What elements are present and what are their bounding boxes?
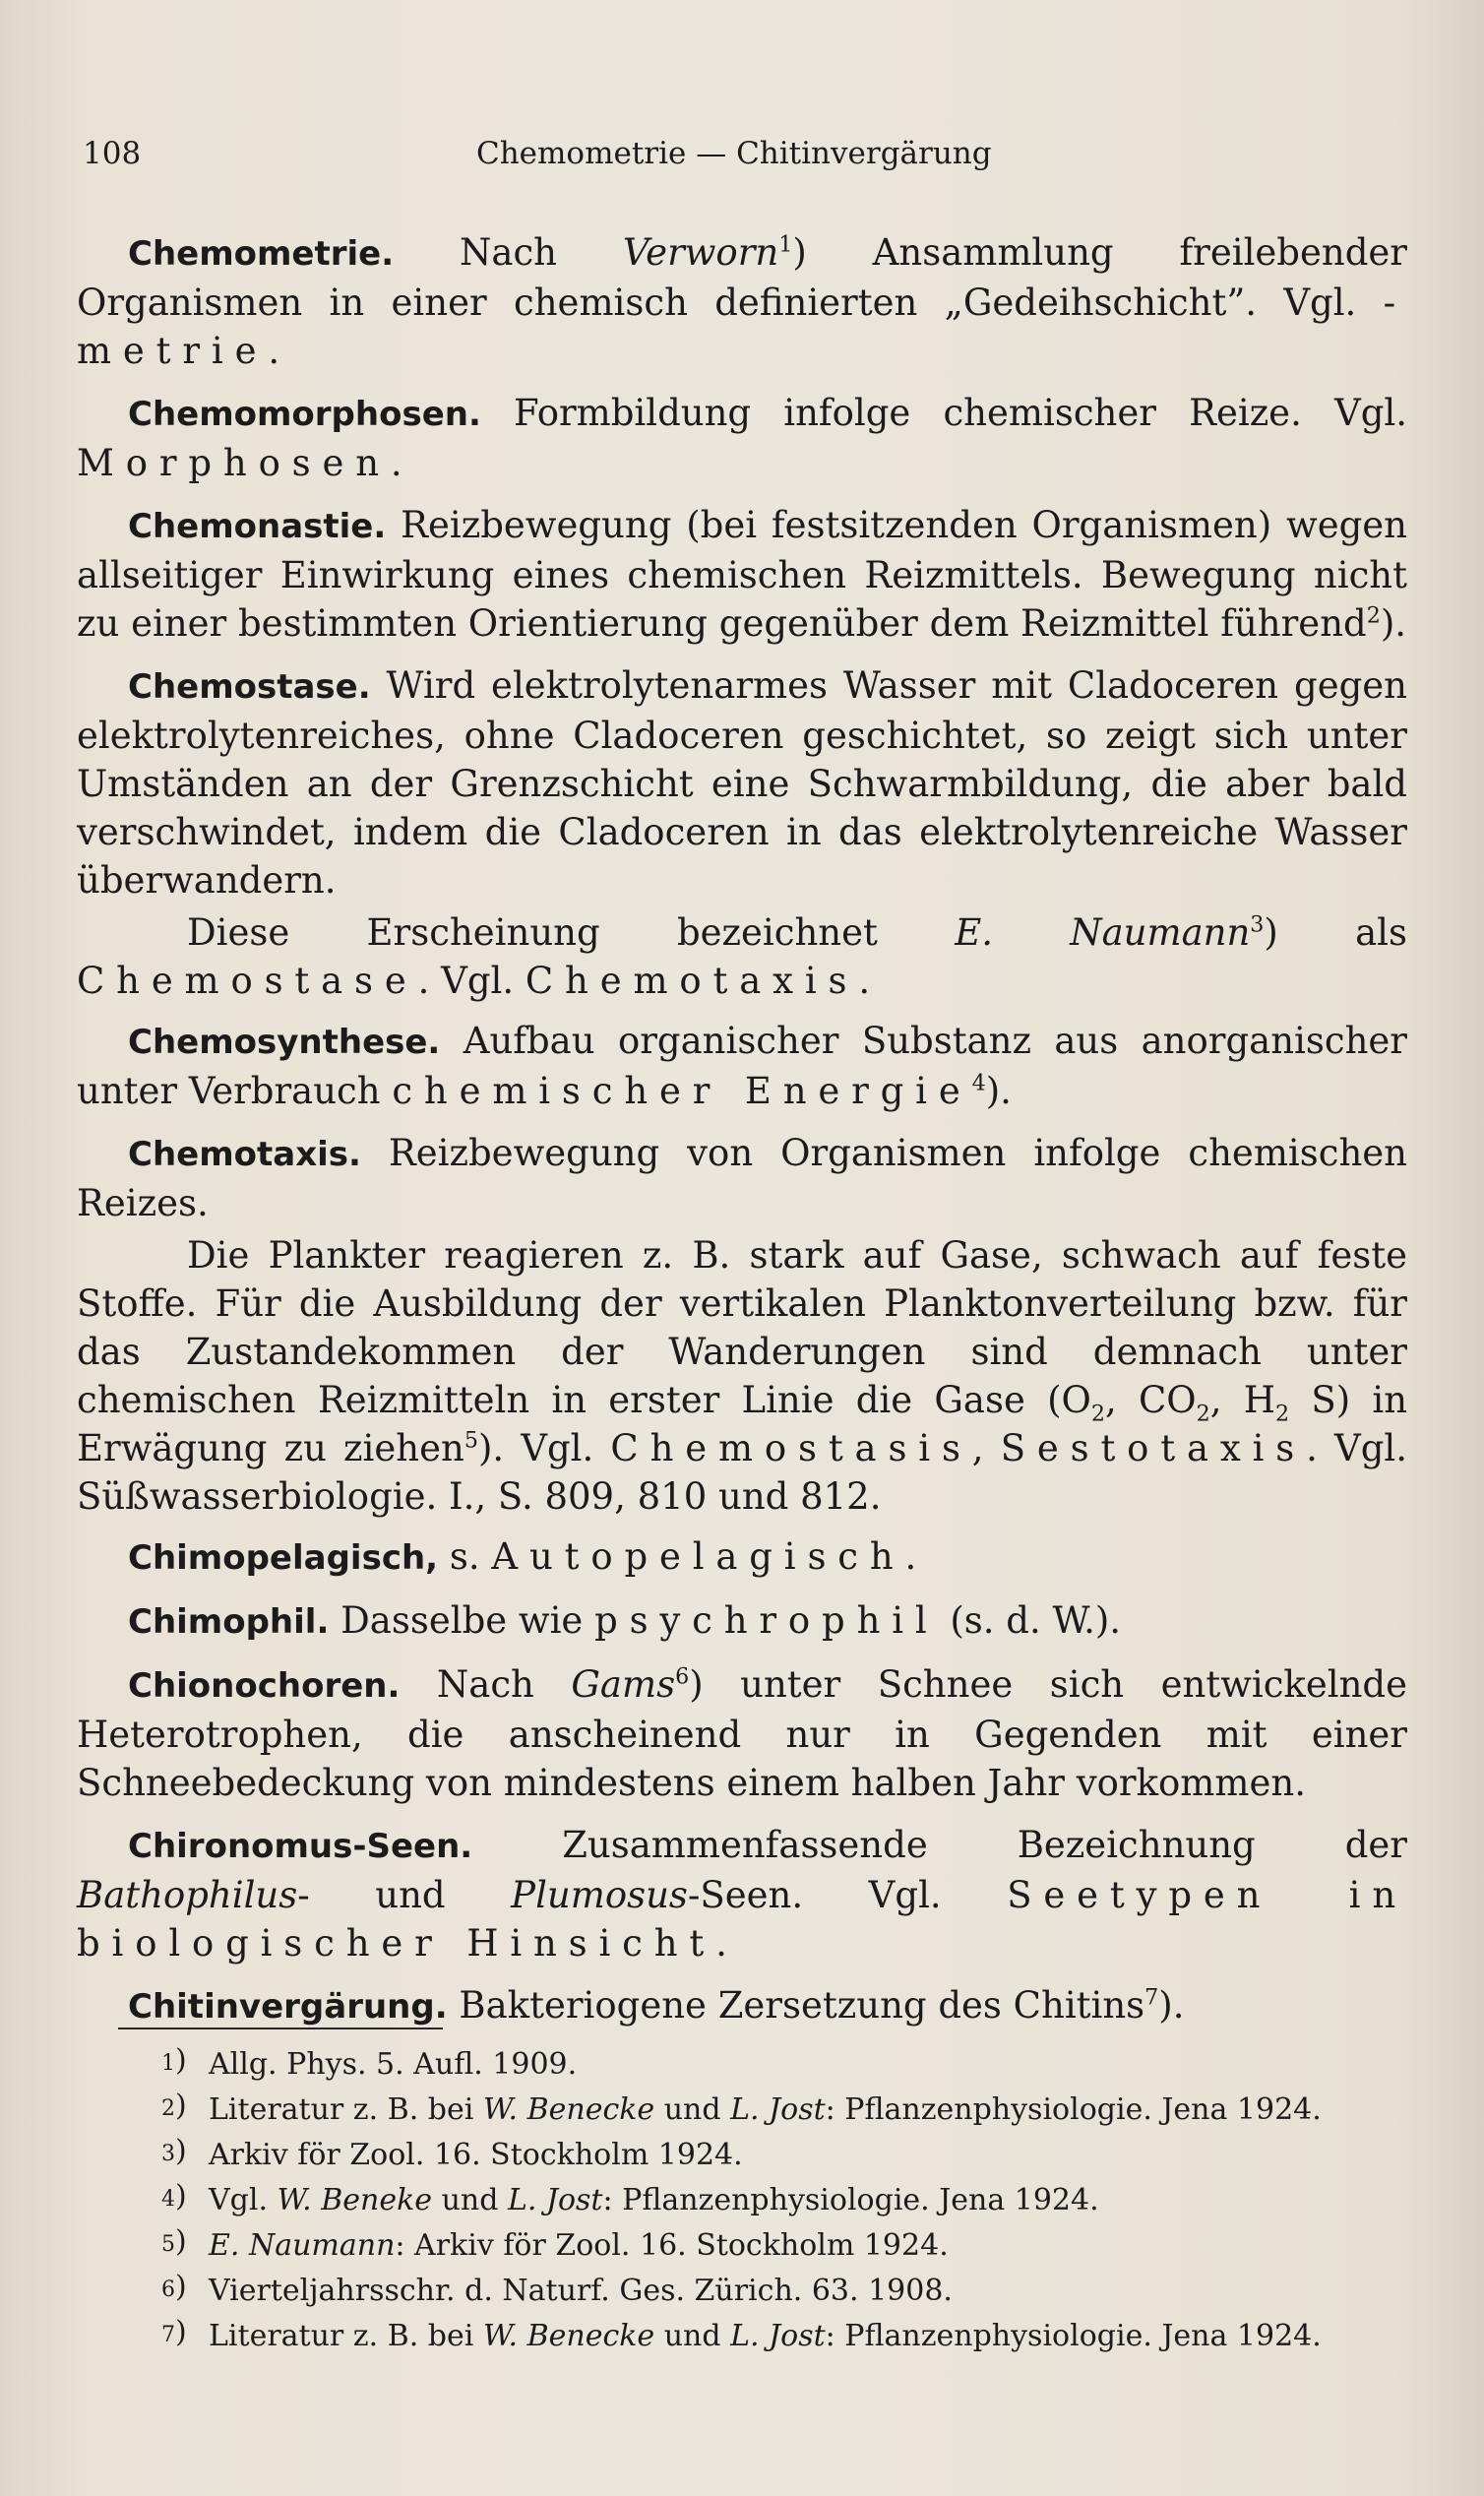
entry-chironomus-seen: Chironomus-Seen. Zusammenfassende Bezeichnung der Bathophilus- und Plumosus-Seen. Vgl. Seetypen in biologischer Hinsicht. <box>77 1824 1407 1965</box>
footnote: 4 ) Vgl. W. Beneke und L. Jost: Pflanzenphysiologie. Jena 1924. <box>161 2178 1401 2223</box>
footnote-marker: 1 <box>778 231 793 258</box>
cross-reference: Seetypen in biologischer Hinsicht <box>77 1874 1407 1965</box>
entry-term: Chemosynthese. <box>128 1023 441 1062</box>
entry-term: Chimopelagisch, <box>128 1538 439 1578</box>
footnote-marker: 4 <box>971 1070 986 1096</box>
footnote: 3 ) Arkiv för Zool. 16. Stockholm 1924. <box>161 2133 1401 2178</box>
author-name: E. Naumann <box>955 911 1251 954</box>
entry-chionochoren: Chionochoren. Nach Gams$^6$) unter Schnee sich entwickelnde Heterotrophen, die anscheinend nur in Gegenden mit einer Schneebedeckung von mindestens einem halben Jahr vorkommen. <box>77 1663 1407 1804</box>
footnote-number: 7 ) <box>161 2310 187 2358</box>
entry-term: Chironomus-Seen. <box>128 1827 473 1866</box>
footnote: 5 ) E. Naumann: Arkiv för Zool. 16. Stockholm 1924. <box>161 2223 1401 2269</box>
footnote-marker: 3 <box>1250 911 1265 938</box>
entry-term: Chionochoren. <box>128 1666 401 1706</box>
entry-chimopelagisch: Chimopelagisch, s. Autopelagisch. <box>128 1535 917 1578</box>
entry-term: Chemostase. <box>128 667 371 707</box>
entry-chimophil: Chimophil. Dasselbe wie psychrophil (s. d. W.). <box>128 1599 1122 1642</box>
entry-term: Chimophil. <box>128 1602 330 1642</box>
cross-reference: Chemotaxis <box>525 960 859 1002</box>
footnote-separator <box>118 2028 443 2029</box>
footnote-number: 2 ) <box>161 2084 187 2132</box>
page-number: 108 <box>83 136 142 171</box>
entry-chitinvergaerung: Chitinvergärung. Bakteriogene Zersetzung des Chitins$^7$). <box>128 1984 1185 2027</box>
footnotes <box>161 2042 1401 2359</box>
footnote-number: 4 ) <box>161 2174 187 2222</box>
entry-term: Chemotaxis. <box>128 1135 361 1174</box>
entry-term: Chemometrie. <box>128 234 395 274</box>
cross-reference: Morphosen <box>77 442 391 484</box>
entry-chemomorphosen: Chemomorphosen. Formbildung infolge chemischer Reize. Vgl. Morphosen. <box>77 392 1407 484</box>
cross-reference: -metrie <box>77 281 1407 372</box>
entry-chemostase: Chemostase. Wird elektrolytenarmes Wasser mit Cladoceren gegen elektrolytenreiches, ohne Cladoceren geschichtet, so zeigt sich unter Umständen an der Grenzschicht eine Schwarmbildung, die aber bald verschwindet, indem die Cladoceren in das elektrolytenreiche Wasser überwandern. <box>77 664 1407 902</box>
footnote-marker: 6 <box>675 1663 690 1690</box>
footnote-number: 6 ) <box>161 2265 187 2313</box>
footnote-marker: 2 <box>1366 602 1381 629</box>
running-title: Chemometrie — Chitinvergärung <box>476 136 992 171</box>
entry-term: Chemonastie. <box>128 507 387 546</box>
entry-chemostase-paragraph: Diese Erscheinung bezeichnet E. Naumann$^3$) als Chemostase. Vgl. Chemotaxis. <box>77 911 1408 1002</box>
cross-reference: Sestotaxis <box>1000 1427 1307 1469</box>
author-name: Gams <box>571 1663 676 1706</box>
cross-reference: chemischer Energie <box>392 1070 972 1112</box>
cross-reference: psychrophil <box>594 1599 939 1642</box>
footnote: 2 ) Literatur z. B. bei W. Benecke und L. Jost: Pflanzenphysiologie. Jena 1924. <box>161 2088 1401 2133</box>
author-name: Verworn <box>622 231 779 274</box>
entry-chemosynthese: Chemosynthese. Aufbau organischer Substanz aus anorganischer unter Verbrauch chemischer Energie$^4$). <box>77 1020 1407 1112</box>
dictionary-entries <box>77 228 1407 2045</box>
cross-reference: Chemostasis <box>610 1427 972 1469</box>
footnote-number: 3 ) <box>161 2129 187 2177</box>
footnote: 7 ) Literatur z. B. bei W. Benecke und L. Jost: Pflanzenphysiologie. Jena 1924. <box>161 2314 1401 2359</box>
cross-reference: Autopelagisch <box>491 1535 905 1578</box>
footnote-number: 1 ) <box>161 2038 187 2087</box>
entry-term: Chemomorphosen. <box>128 395 481 434</box>
footnote: 6 ) Vierteljahrsschr. d. Naturf. Ges. Zürich. 63. 1908. <box>161 2269 1401 2314</box>
entry-chemotaxis: Chemotaxis. Reizbewegung von Organismen infolge chemischen Reizes. <box>77 1132 1407 1224</box>
entry-chemonastie: Chemonastie. Reizbewegung (bei festsitzenden Organismen) wegen allseitiger Einwirkung eines chemischen Reizmittels. Bewegung nicht zu einer bestimmten Orientierung gegenüber dem Reizmittel führend$^2$). <box>77 504 1407 645</box>
entry-chemotaxis-paragraph: Die Plankter reagieren z. B. stark auf Gase, schwach auf feste Stoffe. Für die Ausbildung der vertikalen Planktonverteilung bzw. für das Zustandekommen der Wanderungen sind demnach unter chemischen Reizmitteln in erster Linie die Gase ($O_2$, $CO_2$, $H_2$ S) in Erwägung zu ziehen$^5$). Vgl. Chemostasis, Sestotaxis. Vgl. Süßwasserbiologie. I., S. 809, 810 und 812. <box>77 1234 1408 1518</box>
entry-term: Chitinvergärung. <box>128 1987 448 2027</box>
page-header <box>83 136 1401 195</box>
footnote-marker: 5 <box>464 1427 478 1454</box>
cross-reference: Chemostase <box>77 960 418 1002</box>
footnote-number: 5 ) <box>161 2219 187 2268</box>
entry-chemometrie: Chemometrie. Nach Verworn$^1$) Ansammlung freilebender Organismen in einer chemisch definierten „Gedeihschicht”. Vgl. -metrie. <box>77 231 1407 372</box>
footnote-marker: 7 <box>1144 1984 1159 2011</box>
footnote: 1 ) Allg. Phys. 5. Aufl. 1909. <box>161 2042 1401 2088</box>
